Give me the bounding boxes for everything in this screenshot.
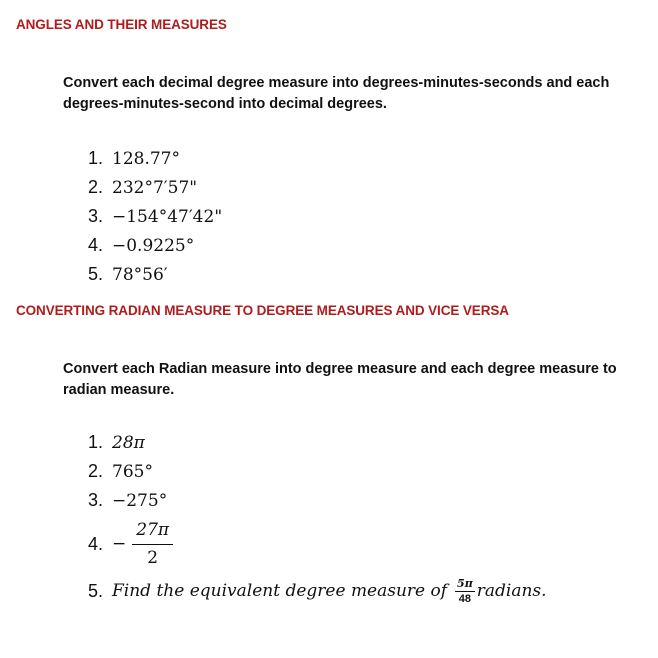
section1-list (88, 144, 222, 289)
minus-sign: − (112, 534, 127, 554)
fraction (132, 519, 173, 568)
item-text-prefix: Find the equivalent degree measure of (112, 581, 448, 601)
section2-heading: CONVERTING RADIAN MEASURE TO DEGREE MEASURES AND VICE VERSA (16, 303, 509, 318)
item-number: 3. (88, 206, 104, 226)
item-number: 5. (88, 580, 104, 601)
item-value: 765° (112, 461, 153, 482)
fraction-numerator: 5π (457, 576, 473, 590)
list-item (88, 573, 547, 609)
item-number: 4. (88, 533, 104, 554)
fraction-numerator: 27π (136, 519, 170, 540)
list-item (88, 231, 222, 260)
item-number: 3. (88, 490, 104, 510)
list-item (88, 457, 547, 486)
list-item (88, 515, 547, 573)
list-item (88, 260, 222, 289)
list-item (88, 202, 222, 231)
item-value: −154°47′42" (112, 206, 223, 227)
item-number: 1. (88, 432, 104, 452)
item-number: 2. (88, 461, 104, 481)
section2-list (88, 428, 547, 609)
item-number: 5. (88, 264, 104, 284)
item-text-suffix: radians. (476, 581, 547, 601)
fraction-denominator: 2 (147, 547, 159, 568)
list-item (88, 144, 222, 173)
list-item (88, 486, 547, 515)
section2-instruction: Convert each Radian measure into degree measure and each degree measure to radian measure. (63, 361, 617, 398)
item-value: 78°56′ (112, 264, 168, 285)
item-number: 2. (88, 177, 104, 197)
fraction-denominator: 48 (458, 592, 472, 605)
item-value: 28π (112, 432, 145, 453)
item-number: 4. (88, 235, 104, 255)
item-value: 128.77° (112, 148, 180, 169)
item-value: 232°7′57" (112, 177, 198, 198)
item-number: 1. (88, 148, 104, 168)
section1-heading: ANGLES AND THEIR MEASURES (16, 17, 227, 32)
section1-instruction: Convert each decimal degree measure into degrees-minutes-seconds and each degrees-minutes-second into decimal degrees. (63, 75, 610, 112)
fraction (455, 578, 475, 605)
item-value: −275° (112, 490, 168, 511)
list-item (88, 173, 222, 202)
item-value: −0.9225° (112, 235, 195, 256)
list-item (88, 428, 547, 457)
